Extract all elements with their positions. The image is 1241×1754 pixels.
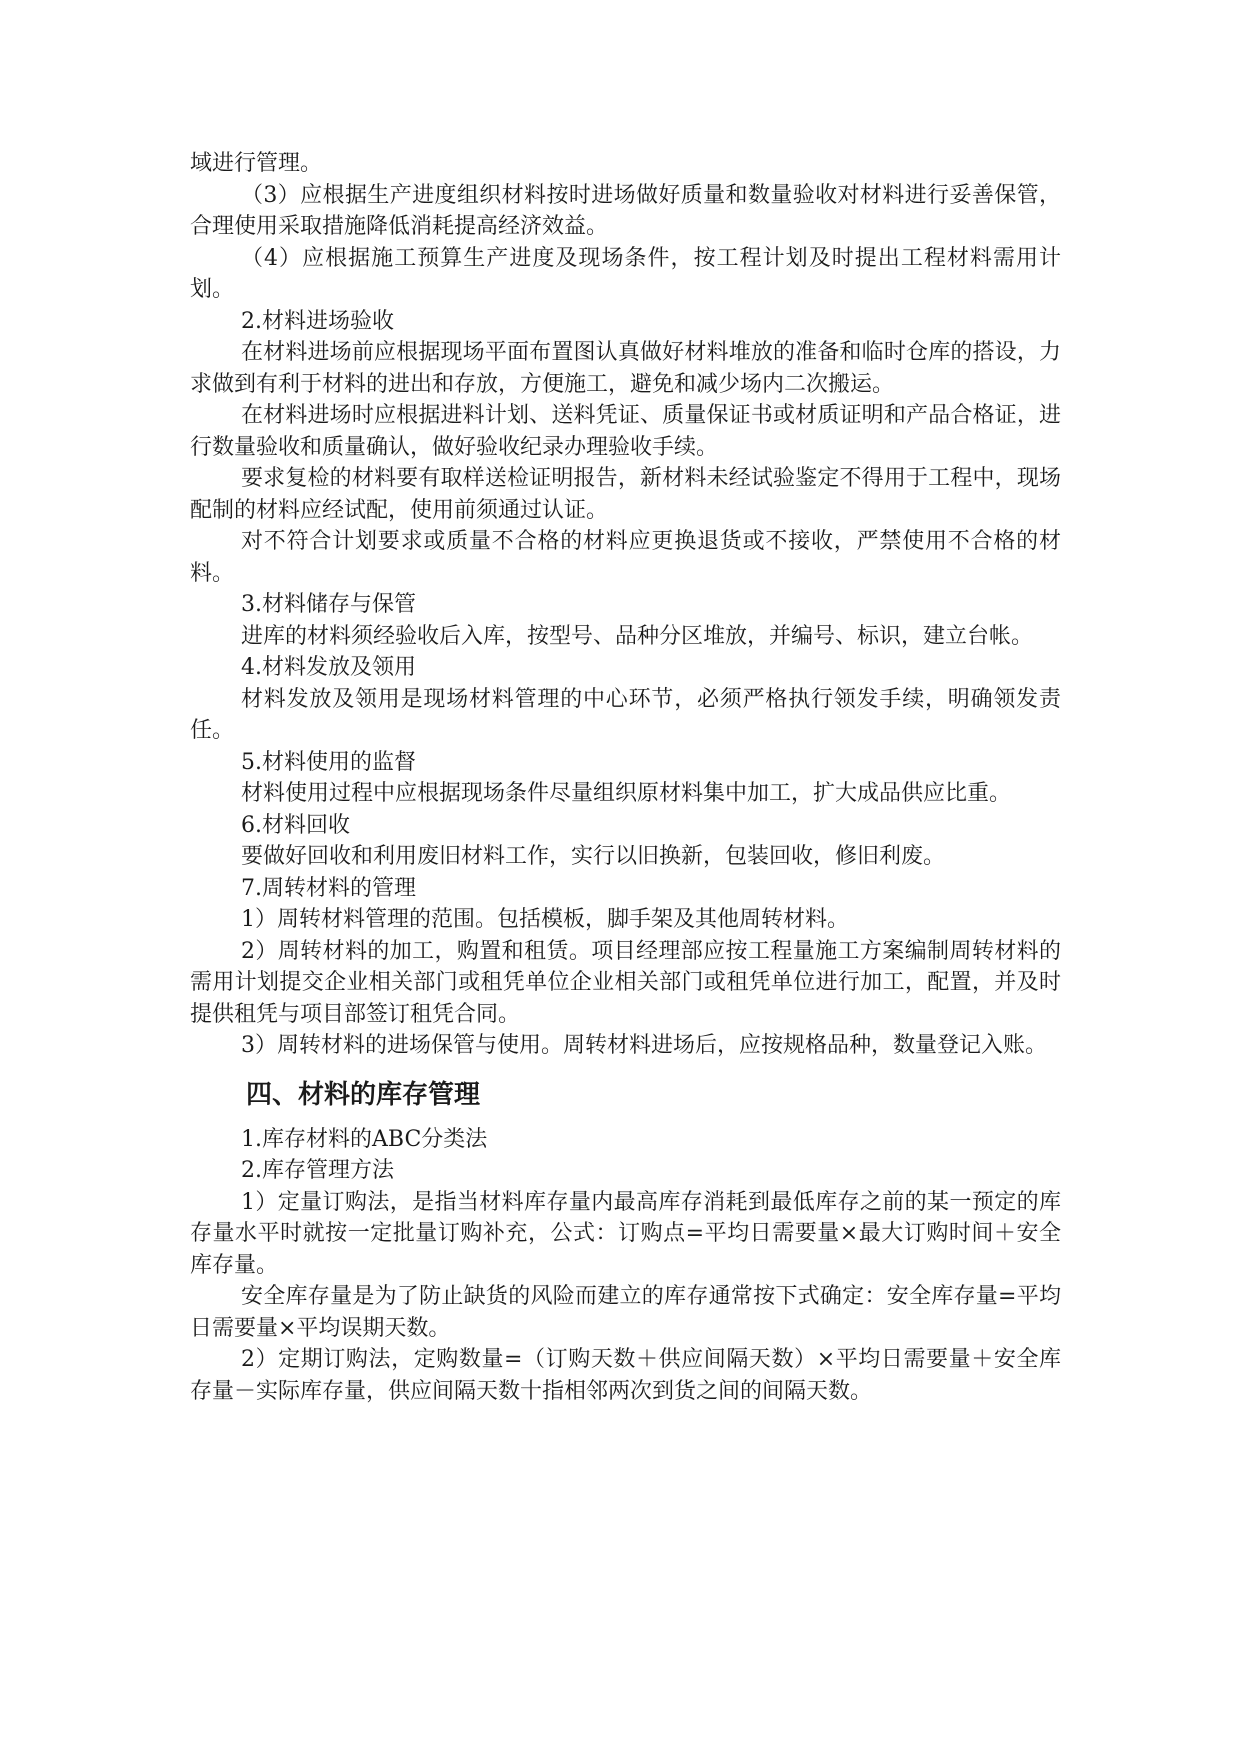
paragraph: （3）应根据生产进度组织材料按时进场做好质量和数量验收对材料进行妥善保管，合理使用采取措施降低消耗提高经济效益。: [190, 182, 1061, 239]
paragraph: 要求复检的材料要有取样送检证明报告，新材料未经试验鉴定不得用于工程中，现场配制的材料应经试配，使用前须通过认证。: [190, 466, 1061, 523]
paragraph: 1）周转材料管理的范围。包括模板，脚手架及其他周转材料。: [241, 907, 849, 932]
paragraph: 材料发放及领用是现场材料管理的中心环节，必须严格执行领发手续，明确领发责任。: [190, 686, 1061, 743]
paragraph: 要做好回收和利用废旧材料工作，实行以旧换新，包装回收，修旧利废。: [241, 844, 946, 869]
paragraph: 进库的材料须经验收后入库，按型号、品种分区堆放，并编号、标识，建立台帐。: [241, 623, 1034, 649]
paragraph: 域进行管理。: [190, 151, 323, 176]
paragraph: 安全库存量是为了防止缺货的风险而建立的库存通常按下式确定：安全库存量=平均日需要量×平均误期天数。: [190, 1284, 1061, 1341]
paragraph: 3）周转材料的进场保管与使用。周转材料进场后，应按规格品种，数量登记入账。: [241, 1033, 1047, 1058]
paragraph: 5.材料使用的监督: [241, 749, 416, 775]
paragraph: 2）周转材料的加工，购置和租赁。项目经理部应按工程量施工方案编制周转材料的需用计划提交企业相关部门或租凭单位企业相关部门或租凭单位进行加工，配置，并及时提供租凭与项目部签订租凭合同。: [190, 938, 1061, 1027]
paragraph: 4.材料发放及领用: [241, 655, 416, 680]
paragraph: 材料使用过程中应根据现场条件尽量组织原材料集中加工，扩大成品供应比重。: [241, 781, 1012, 806]
paragraph: 2）定期订购法，定购数量=（订购天数＋供应间隔天数）×平均日需要量＋安全库存量－实际库存量，供应间隔天数十指相邻两次到货之间的间隔天数。: [190, 1347, 1061, 1404]
paragraph: （4）应根据施工预算生产进度及现场条件，按工程计划及时提出工程材料需用计划。: [190, 245, 1061, 302]
body-before: [190, 148, 1061, 1062]
paragraph: 2.库存管理方法: [241, 1158, 394, 1183]
paragraph: 1）定量订购法，是指当材料库存量内最高库存消耗到最低库存之前的某一预定的库存量水平时就按一定批量订购补充，公式：订购点=平均日需要量×最大订购时间＋安全库存量。: [190, 1189, 1061, 1278]
paragraph: 对不符合计划要求或质量不合格的材料应更换退货或不接收，严禁使用不合格的材料。: [190, 529, 1061, 586]
paragraph: 6.材料回收: [241, 812, 350, 838]
paragraph: 2.材料进场验收: [241, 308, 394, 334]
body-after: [190, 1124, 1061, 1408]
section-heading: 四、材料的库存管理: [246, 1079, 481, 1110]
paragraph: 3.材料储存与保管: [241, 592, 416, 617]
paragraph: 1.库存材料的ABC分类法: [241, 1126, 488, 1152]
paragraph: 在材料进场时应根据进料计划、送料凭证、质量保证书或材质证明和产品合格证，进行数量验收和质量确认，做好验收纪录办理验收手续。: [190, 403, 1061, 460]
paragraph: 7.周转材料的管理: [241, 875, 416, 901]
paragraph: 在材料进场前应根据现场平面布置图认真做好材料堆放的准备和临时仓库的搭设，力求做到有利于材料的进出和存放，方便施工，避免和减少场内二次搬运。: [190, 340, 1061, 397]
